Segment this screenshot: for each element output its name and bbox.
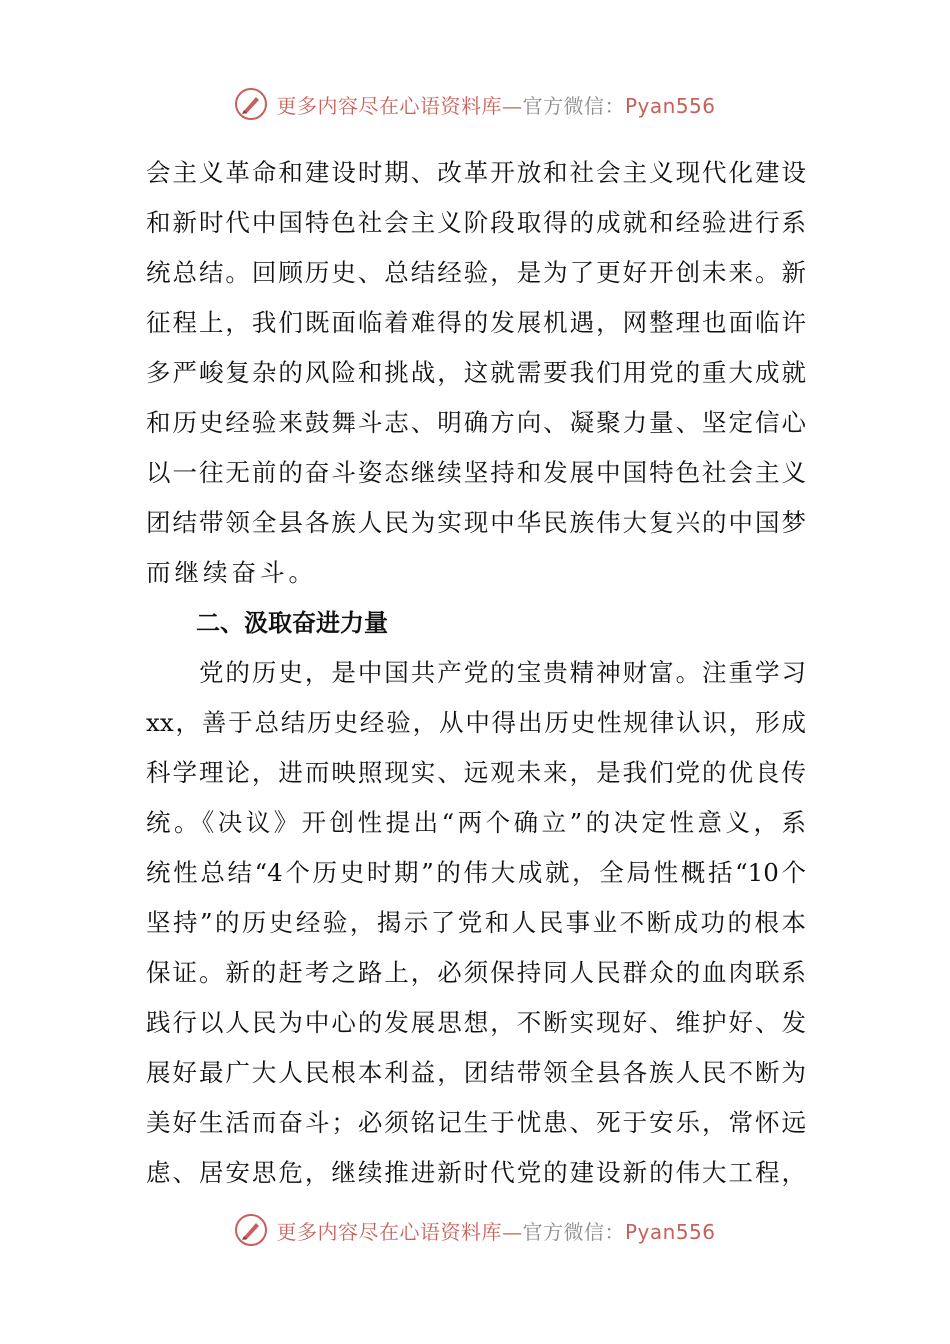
text-line: xx，善于总结历史经验，从中得出历史性规律认识，形成 (146, 708, 806, 737)
text-line: 和历史经验来鼓舞斗志、明确方向、凝聚力量、坚定信心 (146, 408, 806, 437)
text-line: 统总结。回顾历史、总结经验，是为了更好开创未来。新 (146, 258, 806, 287)
text-line: 科学理论，进而映照现实、远观未来，是我们党的优良传 (146, 758, 806, 787)
text-line: 保证。新的赶考之路上，必须保持同人民群众的血肉联系 (146, 958, 806, 987)
text-line: 践行以人民为中心的发展思想，不断实现好、维护好、发 (146, 1008, 806, 1037)
watermark-text: 更多内容尽在心语资料库—官方微信：Pyan556 (276, 1219, 716, 1244)
text-line: 和新时代中国特色社会主义阶段取得的成就和经验进行系 (146, 208, 806, 237)
paragraph-2 (146, 648, 806, 1198)
text-line: 虑、居安思危，继续推进新时代党的建设新的伟大工程， (146, 1158, 806, 1187)
text-line: 统性总结“4个历史时期”的伟大成就，全局性概括“10个 (146, 858, 806, 887)
text-line: 美好生活而奋斗；必须铭记生于忧患、死于安乐，常怀远 (146, 1108, 806, 1137)
section-heading: 二、汲取奋进力量 (196, 609, 388, 637)
text-line: 会主义革命和建设时期、改革开放和社会主义现代化建设 (146, 158, 806, 187)
pen-logo-icon (234, 87, 268, 121)
text-line: 征程上，我们既面临着难得的发展机遇，网整理也面临许 (146, 308, 806, 337)
text-line: 团结带领全县各族人民为实现中华民族伟大复兴的中国梦 (146, 508, 806, 537)
text-line: 而继续奋斗。 (146, 558, 317, 587)
paragraph-1 (146, 148, 806, 598)
text-line: 统。《决议》开创性提出“两个确立”的决定性意义，系 (146, 808, 806, 837)
watermark-text: 更多内容尽在心语资料库—官方微信：Pyan556 (276, 93, 716, 118)
watermark-banner-top (0, 84, 950, 124)
text-line: 多严峻复杂的风险和挑战，这就需要我们用党的重大成就 (146, 358, 806, 387)
watermark-banner-bottom (0, 1210, 950, 1250)
pen-logo-icon (234, 1213, 268, 1247)
text-line: 坚持”的历史经验，揭示了党和人民事业不断成功的根本 (146, 908, 806, 937)
text-line: 以一往无前的奋斗姿态继续坚持和发展中国特色社会主义 (146, 458, 806, 487)
text-line: 党的历史，是中国共产党的宝贵精神财富。注重学习 (146, 658, 806, 687)
text-line: 展好最广大人民根本利益，团结带领全县各族人民不断为 (146, 1058, 806, 1087)
document-body (146, 148, 806, 1198)
